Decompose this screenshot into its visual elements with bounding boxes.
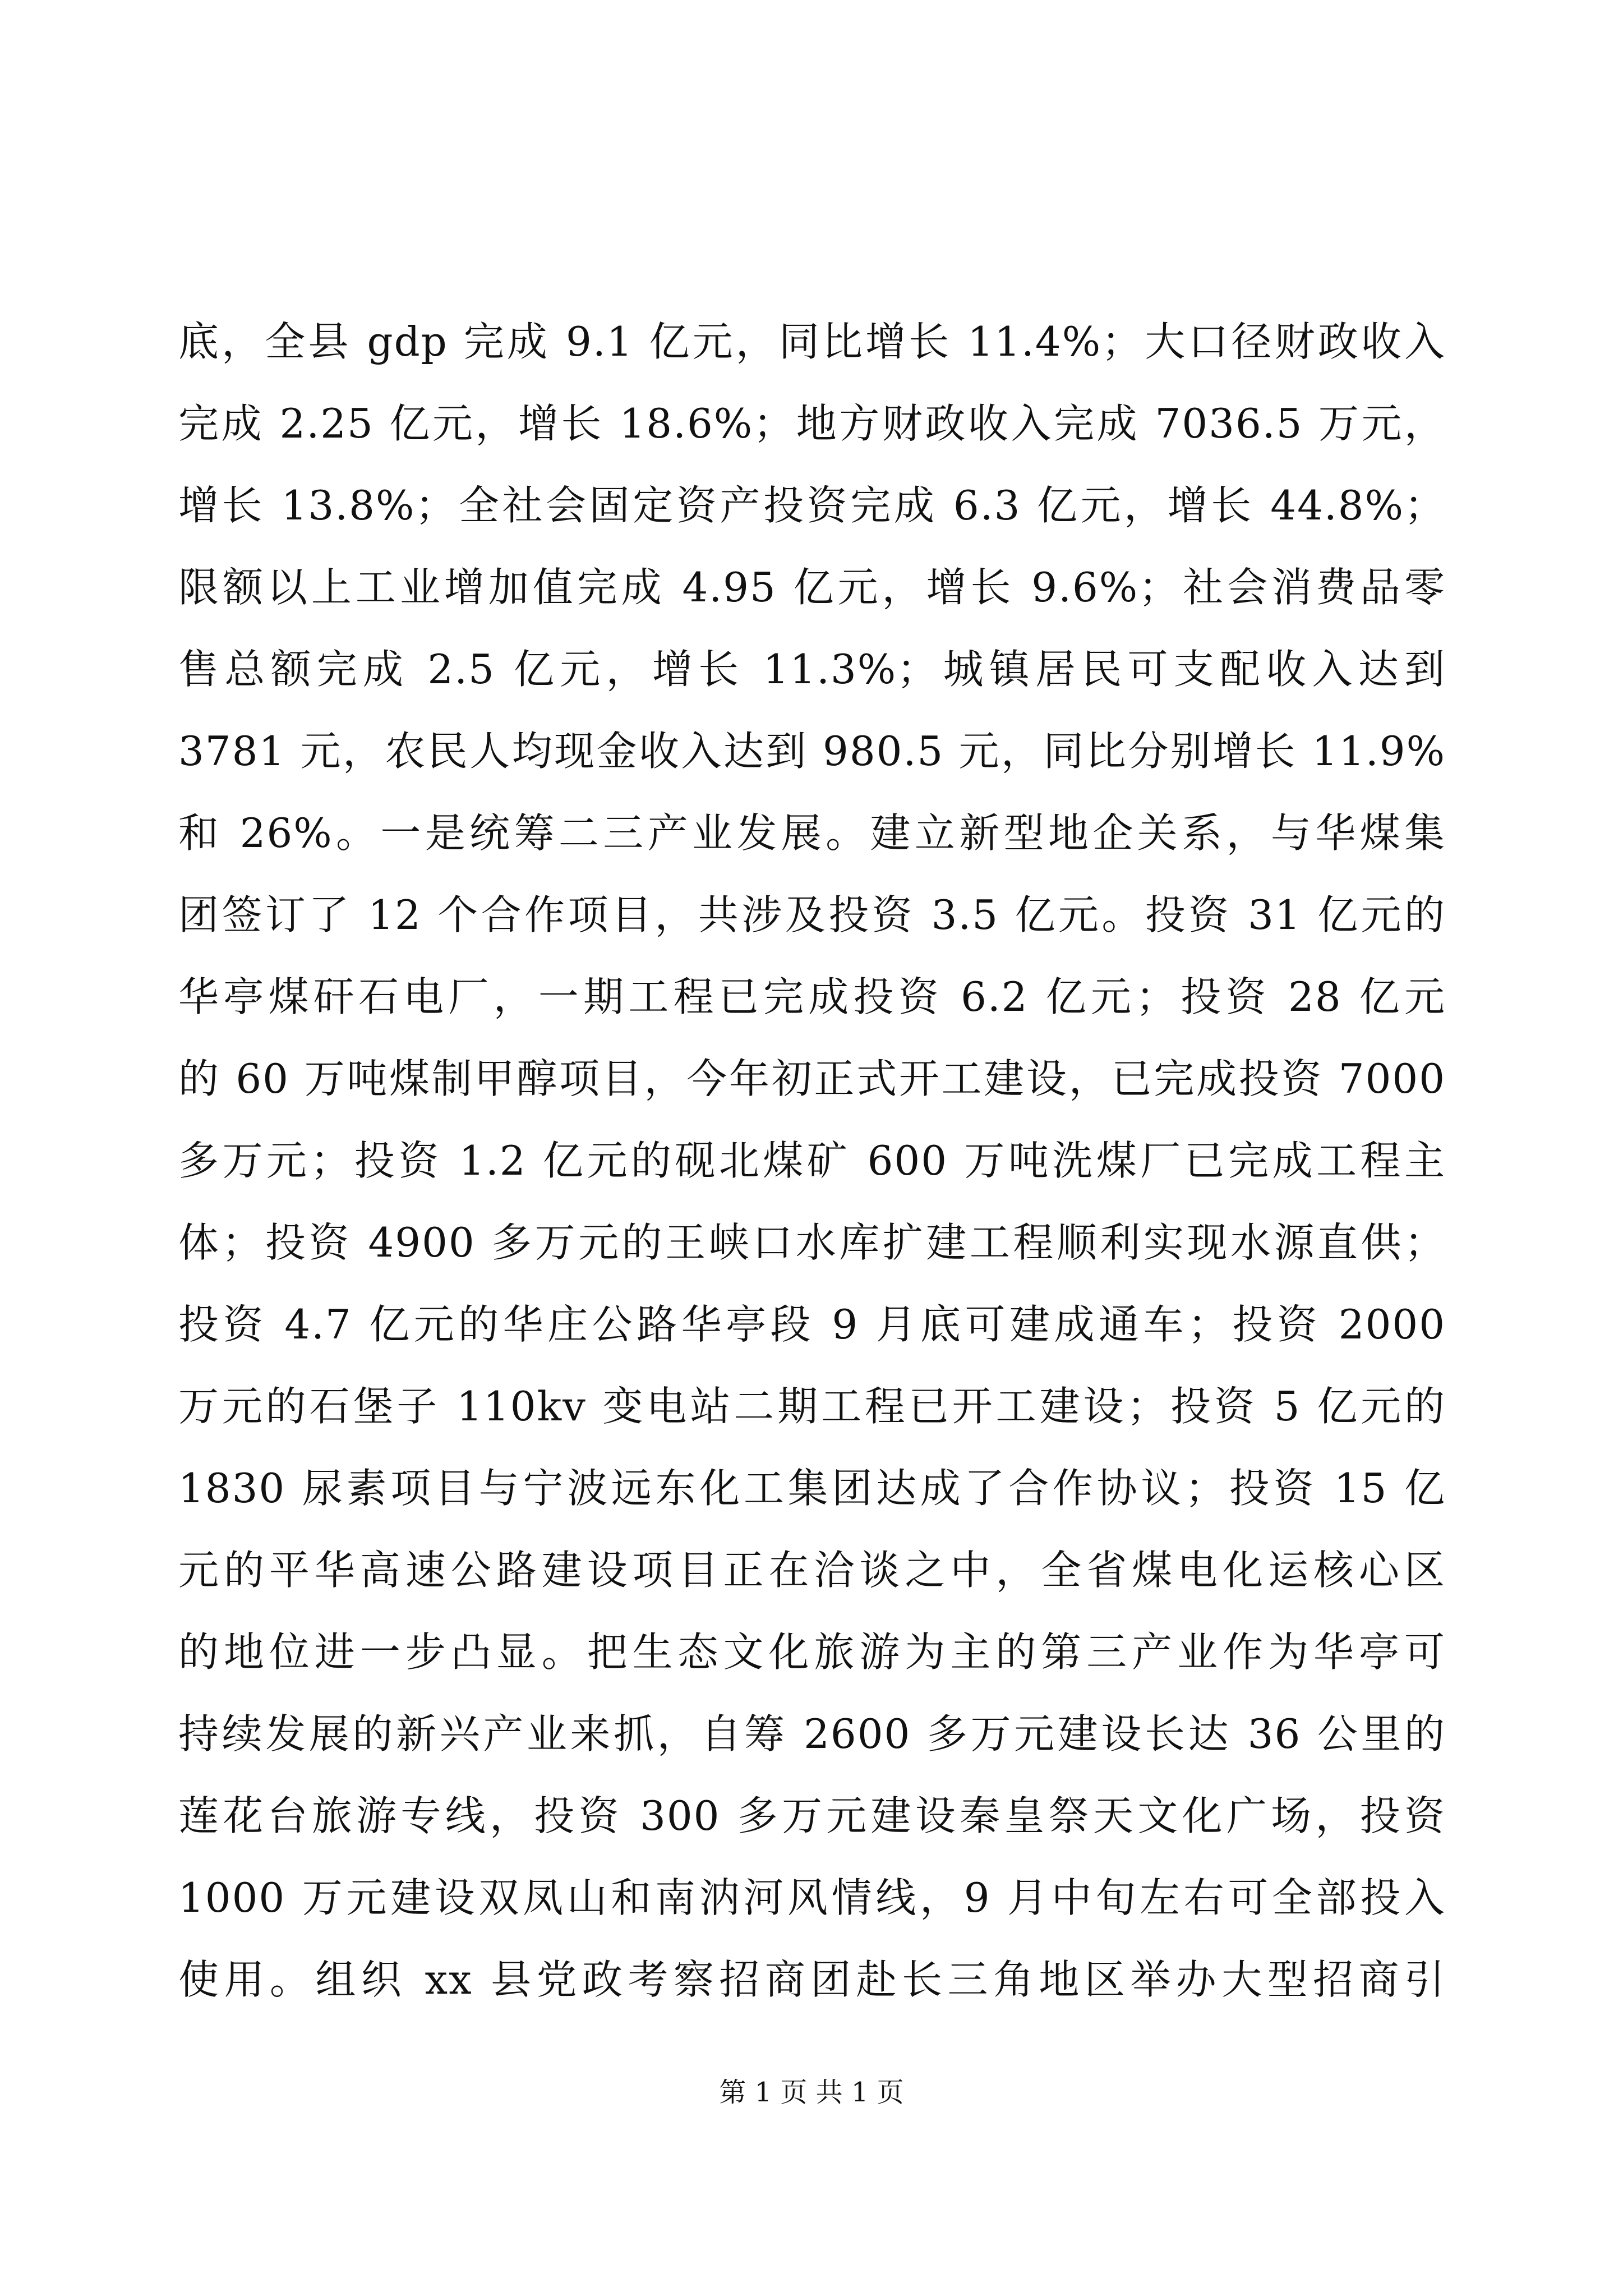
text-line: 1830 尿素项目与宁波远东化工集团达成了合作协议；投资 15 亿 [178,1465,1446,1512]
text-line: 和 26%。一是统筹二三产业发展。建立新型地企关系，与华煤集 [178,809,1446,857]
text-line: 体；投资 4900 多万元的王峡口水库扩建工程顺利实现水源直供； [178,1219,1446,1266]
text-line: 多万元；投资 1.2 亿元的砚北煤矿 600 万吨洗煤厂已完成工程主 [178,1137,1446,1184]
text-line: 售总额完成 2.5 亿元，增长 11.3%；城镇居民可支配收入达到 [178,646,1446,693]
text-line: 元的平华高速公路建设项目正在洽谈之中，全省煤电化运核心区 [178,1547,1446,1594]
text-line: 限额以上工业增加值完成 4.95 亿元，增长 9.6%；社会消费品零 [178,564,1446,611]
text-line: 底，全县 gdp 完成 9.1 亿元，同比增长 11.4%；大口径财政收入 [178,318,1446,365]
text-line: 华亭煤矸石电厂，一期工程已完成投资 6.2 亿元；投资 28 亿元 [178,973,1446,1020]
body-text [178,301,1446,2021]
text-line: 莲花台旅游专线，投资 300 多万元建设秦皇祭天文化广场，投资 [178,1792,1446,1839]
text-line: 完成 2.25 亿元，增长 18.6%；地方财政收入完成 7036.5 万元， [178,400,1446,447]
text-line: 使用。组织 xx 县党政考察招商团赴长三角地区举办大型招商引 [178,1956,1446,2003]
text-line: 团签订了 12 个合作项目，共涉及投资 3.5 亿元。投资 31 亿元的 [178,891,1446,938]
text-line: 1000 万元建设双凤山和南汭河风情线，9 月中旬左右可全部投入 [178,1874,1446,1921]
text-line: 的 60 万吨煤制甲醇项目，今年初正式开工建设，已完成投资 7000 [178,1055,1446,1102]
page-footer [0,2076,1623,2109]
text-line: 投资 4.7 亿元的华庄公路华亭段 9 月底可建成通车；投资 2000 [178,1301,1446,1348]
page-number-label: 第 1 页 共 1 页 [719,2077,904,2108]
text-line: 增长 13.8%；全社会固定资产投资完成 6.3 亿元，增长 44.8%； [178,482,1446,529]
text-line: 持续发展的新兴产业来抓，自筹 2600 多万元建设长达 36 公里的 [178,1710,1446,1757]
text-line: 的地位进一步凸显。把生态文化旅游为主的第三产业作为华亭可 [178,1628,1446,1676]
text-line: 3781 元，农民人均现金收入达到 980.5 元，同比分别增长 11.9% [178,728,1446,775]
text-line: 万元的石堡子 110kv 变电站二期工程已开工建设；投资 5 亿元的 [178,1383,1446,1430]
